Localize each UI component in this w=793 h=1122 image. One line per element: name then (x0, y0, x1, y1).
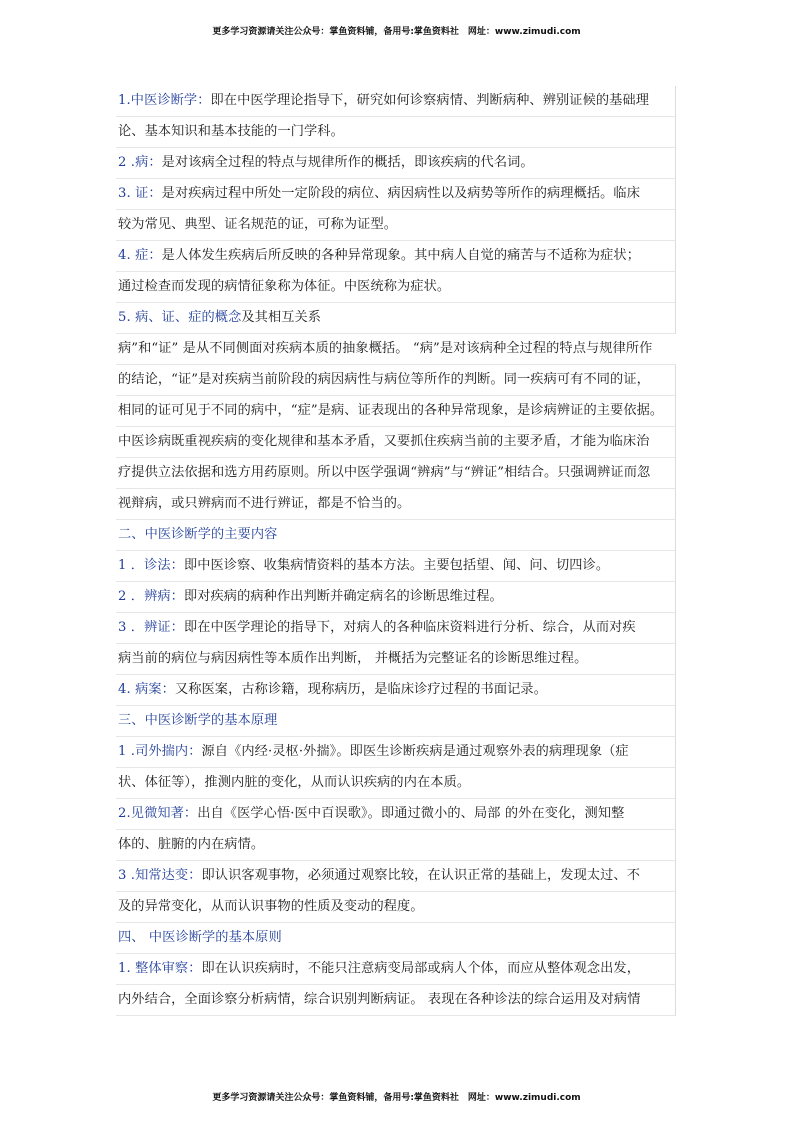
line-text: 论、基本知识和基本技能的一门学科。 (118, 124, 344, 139)
line-text: 通过检查而发现的病情征象称为体征。中医统称为症状。 (118, 279, 451, 294)
text-line (116, 582, 676, 613)
text-line (116, 551, 676, 582)
text-line (116, 644, 676, 675)
text-line (116, 830, 676, 861)
text-line (116, 427, 676, 458)
text-line (116, 334, 676, 365)
term-label: 四、 中医诊断学的基本原则 (118, 930, 282, 945)
text-line (116, 148, 676, 179)
line-text: 即在中医学理论指导下，研究如何诊察病情、判断病种、辨别证候的基础理 (210, 93, 649, 108)
text-line (116, 272, 676, 303)
text-line (116, 613, 676, 644)
term-label: 5. 病、证、症的概念 (118, 310, 242, 325)
text-line (116, 396, 676, 427)
footer-banner: 更多学习资源请关注公众号：掌鱼资料铺，备用号:掌鱼资料社 网址：www.zimudi.com (212, 1093, 581, 1103)
line-text: 即中医诊察、收集病情资料的基本方法。主要包括望、闻、问、切四诊。 (183, 558, 610, 573)
term-label: 3. 证： (118, 186, 162, 201)
line-text: 是对该病全过程的特点与规律所作的概括，即该疾病的代名词。 (161, 155, 534, 170)
term-label: 2 ．辨病： (118, 589, 184, 604)
term-label: 三、中医诊断学的基本原理 (118, 713, 278, 728)
line-text: 体的、脏腑的内在病情。 (118, 837, 265, 852)
text-line (116, 737, 676, 768)
text-line (116, 86, 676, 117)
term-label: 1 ．诊法： (118, 558, 184, 573)
line-text: 及的异常变化，从而认识事物的性质及变动的程度。 (118, 899, 424, 914)
text-line (116, 241, 676, 272)
line-text: 源自《内经·灵枢·外揣》。即医生诊断疾病是通过观察外表的病理现象（症 (201, 744, 629, 759)
text-line (116, 861, 676, 892)
text-line (116, 985, 676, 1016)
line-text: 疗提供立法依据和选方用药原则。所以中医学强调“辨病”与“辨证”相结合。只强调辨证而忽 (118, 465, 651, 480)
term-label: 2.见微知著： (118, 806, 198, 821)
term-label: 1.中医诊断学： (118, 93, 211, 108)
text-line (116, 489, 676, 520)
line-text: 即认识客观事物，必须通过观察比较，在认识正常的基础上，发现太过、不 (201, 868, 640, 883)
line-text: 病”和“证” 是从不同侧面对疾病本质的抽象概括。 “病”是对该病种全过程的特点与规律所作 (118, 341, 653, 356)
text-line (116, 675, 676, 706)
line-text: 是人体发生疾病后所反映的各种异常现象。其中病人自觉的痛苦与不适称为症状； (161, 248, 641, 263)
line-text: 内外结合，全面诊察分析病情，综合识别判断病证。 表现在各种诊法的综合运用及对病情 (118, 992, 641, 1007)
text-line (116, 923, 676, 954)
line-text: 病当前的病位与病因病性等本质作出判断， 并概括为完整证名的诊断思维过程。 (118, 651, 588, 666)
term-label: 2 .病： (118, 155, 162, 170)
text-line (116, 458, 676, 489)
line-text: 及其相互关系 (241, 310, 322, 325)
term-label: 4. 病案： (118, 682, 175, 697)
line-text: 状、体征等），推测内脏的变化，从而认识疾病的内在本质。 (118, 775, 471, 790)
text-line (116, 365, 676, 396)
line-text: 出自《医学心悟·医中百误歌》。即通过微小的、局部 的外在变化，测知整 (197, 806, 625, 821)
line-text: 是对疾病过程中所处一定阶段的病位、病因病性以及病势等所作的病理概括。临床 (161, 186, 641, 201)
term-label: 二、中医诊断学的主要内容 (118, 527, 278, 542)
header-banner: 更多学习资源请关注公众号：掌鱼资料铺，备用号:掌鱼资料社 网址：www.zimudi.com (212, 27, 581, 37)
term-label: 3 .知常达变： (118, 868, 202, 883)
text-line (116, 892, 676, 923)
line-text: 中医诊病既重视疾病的变化规律和基本矛盾，又要抓住疾病当前的主要矛盾，才能为临床治 (118, 434, 650, 449)
document-body (116, 86, 676, 1016)
term-label: 3 ．辨证： (118, 620, 184, 635)
line-text: 较为常见、典型、证名规范的证，可称为证型。 (118, 217, 398, 232)
text-line (116, 799, 676, 830)
term-label: 1. 整体审察： (118, 961, 202, 976)
line-text: 的结论，“证”是对疾病当前阶段的病因病性与病位等所作的判断。同一疾病可有不同的证， (118, 372, 650, 387)
line-text: 相同的证可见于不同的病中，“症”是病、证表现出的各种异常现象，是诊病辨证的主要依据。 (118, 403, 664, 418)
text-line (116, 117, 676, 148)
line-text: 视辩病，或只辨病而不进行辨证，都是不恰当的。 (118, 496, 411, 511)
text-line (116, 768, 676, 799)
line-text: 即在认识疾病时，不能只注意病变局部或病人个体，而应从整体观念出发， (201, 961, 640, 976)
line-text: 即在中医学理论的指导下，对病人的各种临床资料进行分析、综合，从而对疾 (183, 620, 636, 635)
term-label: 4. 症： (118, 248, 162, 263)
text-line (116, 179, 676, 210)
text-line (116, 303, 676, 334)
line-text: 即对疾病的病种作出判断并确定病名的诊断思维过程。 (183, 589, 503, 604)
text-line (116, 706, 676, 737)
term-label: 1 .司外揣内： (118, 744, 202, 759)
text-line (116, 954, 676, 985)
text-line (116, 520, 676, 551)
line-text: 又称医案，古称诊籍，现称病历，是临床诊疗过程的书面记录。 (174, 682, 547, 697)
text-line (116, 210, 676, 241)
